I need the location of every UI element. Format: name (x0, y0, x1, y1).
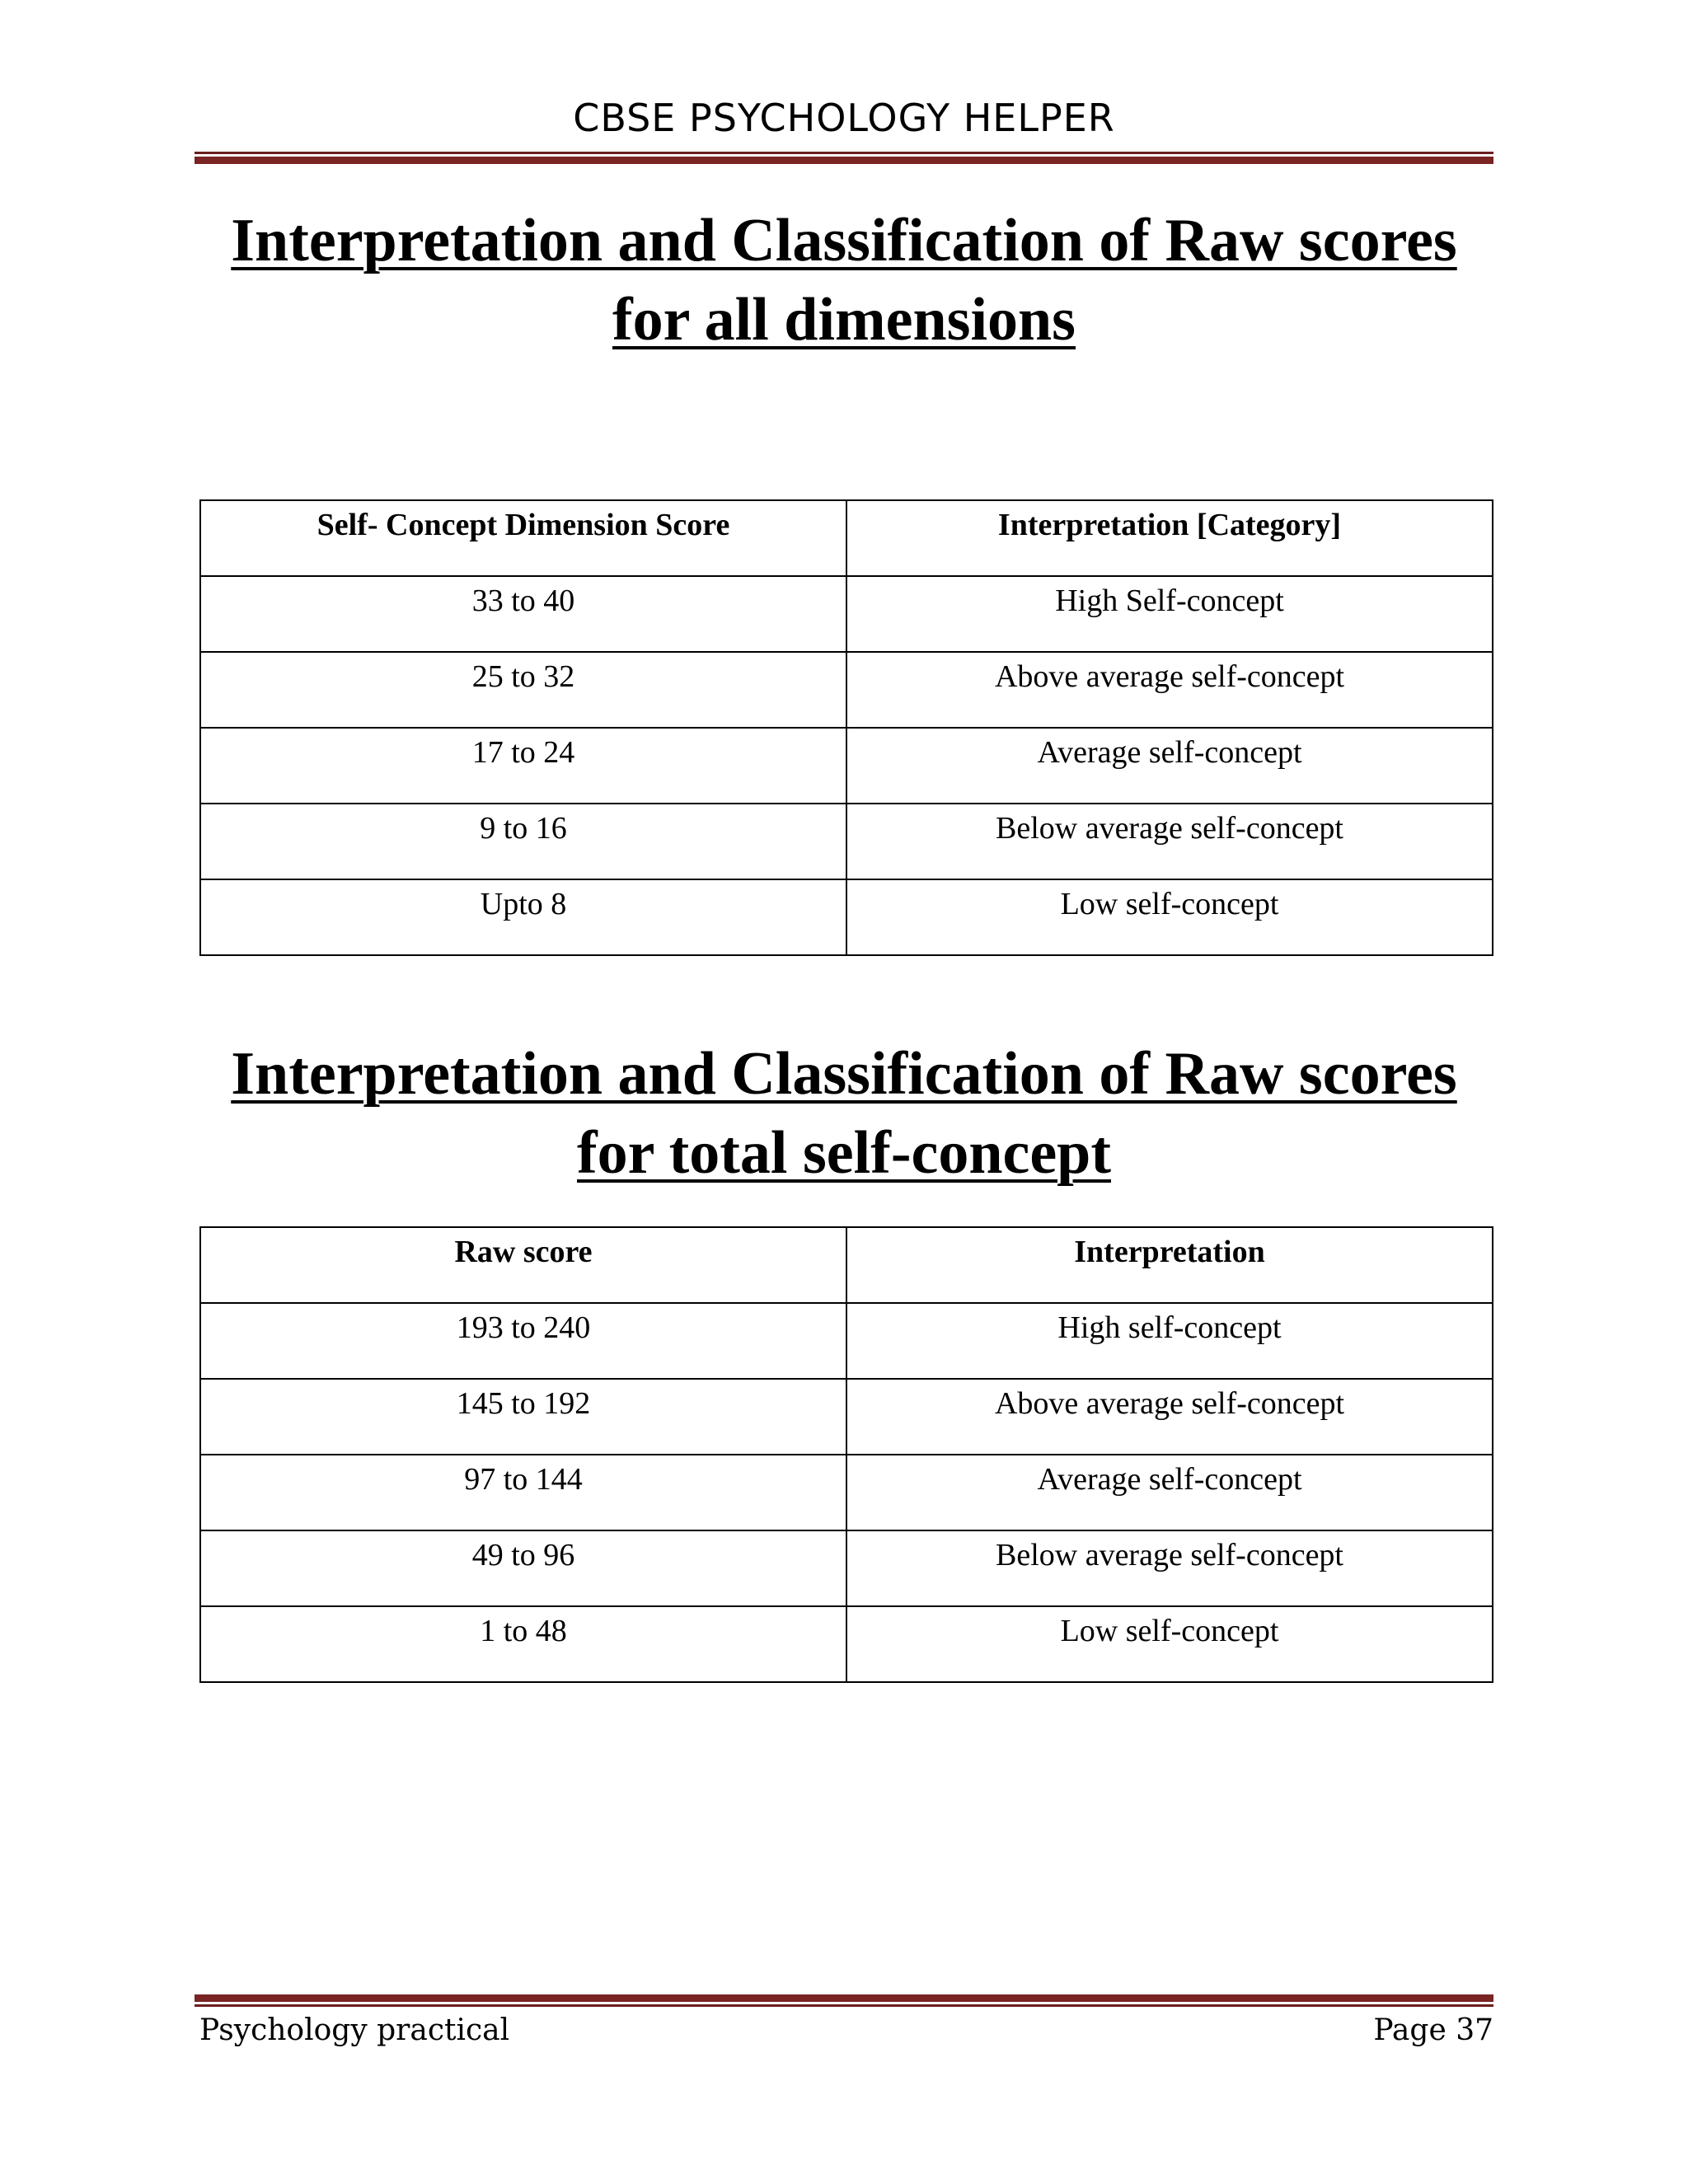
column-header: Self- Concept Dimension Score (200, 500, 846, 576)
score-range-cell: 33 to 40 (200, 576, 846, 652)
interpretation-cell: Average self-concept (846, 728, 1493, 804)
table-row (200, 1303, 1493, 1379)
dimension-score-table (199, 499, 1493, 956)
running-header: CBSE PSYCHOLOGY HELPER (573, 96, 1115, 140)
column-header: Interpretation (846, 1227, 1493, 1303)
table-row (200, 1379, 1493, 1455)
table-header-row (200, 500, 1493, 576)
section-title-total (0, 1034, 1688, 1193)
interpretation-cell: High Self-concept (846, 576, 1493, 652)
header-rule (195, 152, 1493, 164)
interpretation-cell: Low self-concept (846, 1606, 1493, 1682)
interpretation-cell: Above average self-concept (846, 652, 1493, 728)
column-header: Interpretation [Category] (846, 500, 1493, 576)
interpretation-cell: Low self-concept (846, 879, 1493, 955)
table-row (200, 1455, 1493, 1530)
score-range-cell: 25 to 32 (200, 652, 846, 728)
score-range-cell: Upto 8 (200, 879, 846, 955)
interpretation-cell: Above average self-concept (846, 1379, 1493, 1455)
page-number: Page 37 (1373, 2013, 1493, 2047)
section-title-line: Interpretation and Classification of Raw scores (231, 1040, 1457, 1108)
column-header: Raw score (200, 1227, 846, 1303)
table-row (200, 879, 1493, 955)
section-title-line: Interpretation and Classification of Raw scores (231, 207, 1457, 274)
table-row (200, 728, 1493, 804)
interpretation-cell: Average self-concept (846, 1455, 1493, 1530)
score-range-cell: 9 to 16 (200, 804, 846, 879)
score-range-cell: 49 to 96 (200, 1530, 846, 1606)
footer-label: Psychology practical (199, 2013, 510, 2047)
score-range-cell: 1 to 48 (200, 1606, 846, 1682)
table-row (200, 652, 1493, 728)
table-row (200, 804, 1493, 879)
interpretation-cell: High self-concept (846, 1303, 1493, 1379)
score-range-cell: 193 to 240 (200, 1303, 846, 1379)
section-title-line: for total self-concept (577, 1119, 1111, 1187)
score-range-cell: 17 to 24 (200, 728, 846, 804)
section-title-dimensions (0, 201, 1688, 359)
table-row (200, 576, 1493, 652)
total-score-table (199, 1226, 1493, 1683)
interpretation-cell: Below average self-concept (846, 1530, 1493, 1606)
table-header-row (200, 1227, 1493, 1303)
table-row (200, 1530, 1493, 1606)
interpretation-cell: Below average self-concept (846, 804, 1493, 879)
table-row (200, 1606, 1493, 1682)
score-range-cell: 145 to 192 (200, 1379, 846, 1455)
score-range-cell: 97 to 144 (200, 1455, 846, 1530)
section-title-line: for all dimensions (612, 286, 1076, 354)
footer-rule (195, 1994, 1493, 2007)
